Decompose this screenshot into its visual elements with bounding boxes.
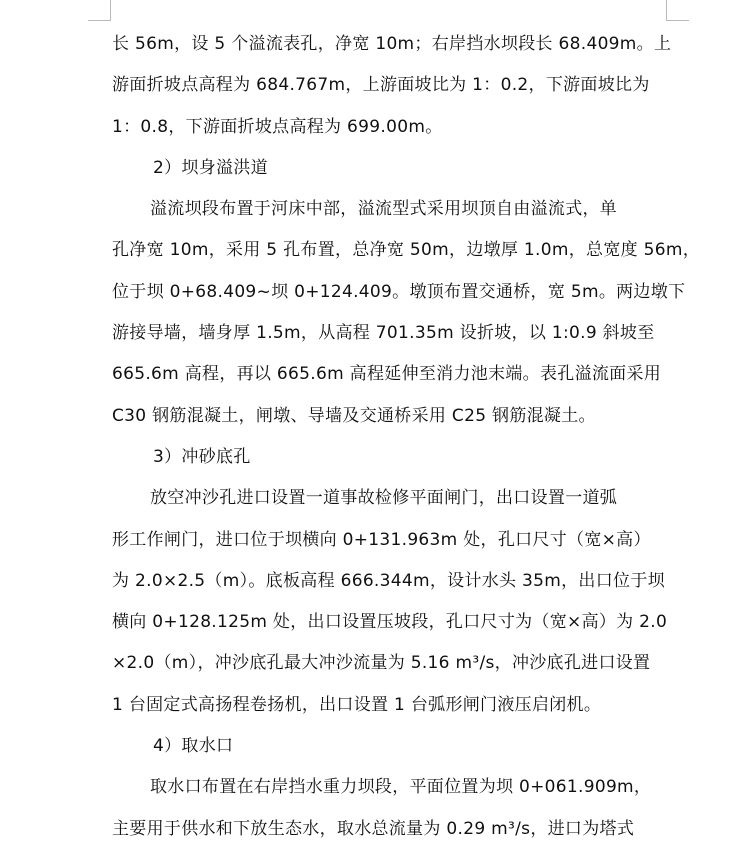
text-line: 长 56m，设 5 个溢流表孔，净宽 10m；右岸挡水坝段长 68.409m。上 [112, 34, 672, 54]
section-heading: 3）冲砂底孔 [153, 446, 251, 467]
text-line: 形工作闸门，进口位于坝横向 0+131.963m 处，孔口尺寸（宽×高） [112, 529, 651, 550]
text-line: 孔净宽 10m，采用 5 孔布置，总净宽 50m，边墩厚 1.0m，总宽度 56m， [112, 240, 701, 261]
text-line: C30 钢筋混凝土，闸墩、导墙及交通桥采用 C25 钢筋混凝土。 [112, 405, 596, 426]
text-line: 主要用于供水和下放生态水，取水总流量为 0.29 m³/s，进口为塔式 [112, 818, 635, 839]
section-heading: 2）坝身溢洪道 [153, 157, 268, 178]
text-line: 游接导墙，墙身厚 1.5m，从高程 701.35m 设折坡，以 1:0.9 斜坡至 [112, 323, 655, 344]
page-margin-mark-right [666, 0, 689, 21]
text-line: 溢流坝段布置于河床中部，溢流型式采用坝顶自由溢流式，单 [150, 199, 618, 220]
text-line: 为 2.0×2.5（m）。底板高程 666.344m，设计水头 35m，出口位于坝 [112, 570, 665, 591]
text-line: 位于坝 0+68.409~坝 0+124.409。墩顶布置交通桥，宽 5m。两边墩下 [112, 281, 686, 302]
text-line: 665.6m 高程，再以 665.6m 高程延伸至消力池末端。表孔溢流面采用 [112, 364, 662, 385]
text-line: 放空冲沙孔进口设置一道事故检修平面闸门，出口设置一道弧 [150, 488, 618, 509]
page-margin-mark-left [88, 0, 111, 21]
text-line: ×2.0（m），冲沙底孔最大冲沙流量为 5.16 m³/s，冲沙底孔进口设置 [112, 653, 651, 674]
text-line: 游面折坡点高程为 684.767m，上游面坡比为 1：0.2，下游面坡比为 [112, 75, 650, 96]
text-line: 横向 0+128.125m 处，出口设置压坡段，孔口尺寸为（宽×高）为 2.0 [112, 612, 668, 633]
section-heading: 4）取水口 [153, 736, 234, 757]
text-line: 1：0.8，下游面折坡点高程为 699.00m。 [112, 116, 443, 137]
document-body [112, 24, 701, 850]
text-line: 1 台固定式高扬程卷扬机，出口设置 1 台弧形闸门液压启闭机。 [112, 694, 602, 715]
text-line: 取水口布置在右岸挡水重力坝段，平面位置为坝 0+061.909m， [150, 777, 652, 798]
